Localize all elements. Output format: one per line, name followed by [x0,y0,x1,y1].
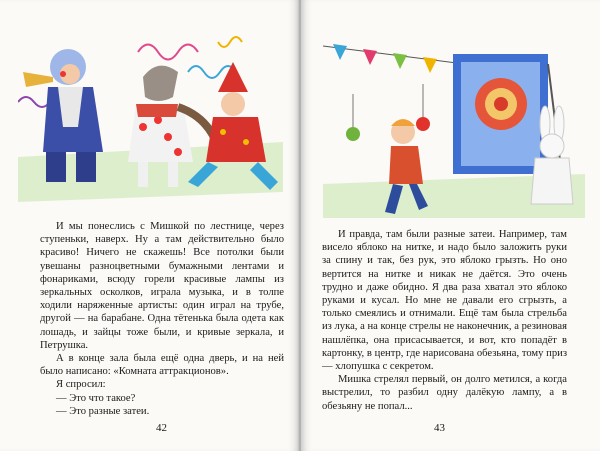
carnival-parade-illustration [18,32,283,202]
paragraph: — Это что такое? [56,392,136,404]
paragraph: Я спросил: [56,379,106,391]
paragraph: И мы понеслись с Мишкой по лестнице, через ступеньки, наверх. Ну а там действительно было красиво! Ничего не скажешь! Все потолки были увешаны разноцветными бумажными лентами и фонариками, всюду горели красивые лампы из зеркальных осколков, играла музыка, и в толпе ходили наряженные артисты: один играл на трубе, другой — на барабане. Одна тётенька была одета как лошадь, и зайцы тоже были, и кривые зеркала, и Петрушка. [40,221,284,351]
right-page [301,0,600,451]
page-number: 43 [434,422,445,434]
paragraph: — Это разные затеи. [56,405,150,417]
page-number: 42 [156,422,167,434]
right-page-text [322,228,567,413]
left-page [0,0,299,451]
attractions-room-illustration [323,34,585,218]
paragraph: Мишка стрелял первый, он долго метился, а когда выстрелил, то разбил одну далёкую лампу, а в обезьяну не попал... [322,374,567,412]
paragraph: И правда, там были разные затеи. Например, там висело яблоко на нитке, и надо было заложить руки за спину и так, без рук, это яблоко грызть. Но оно вертится на нитке и никак не даётся. Это очень трудно и даже обидно. Я два раза хватал это яблоко руками и кусал. Но мне не давали его сгрызть, а только смеялись и отнимали. Ещё там была стрельба из лука, а на конце стрелы не наконечник, а резиновая нашлёпка, она присасывается, и вот, кто попадёт в картонку, в центр, где нарисована обезьяна, тому приз — хлопушка с секретом. [322,229,567,373]
left-page-text [40,220,284,418]
paragraph: А в конце зала была ещё одна дверь, и на ней было написано: «Комната аттракционов». [40,353,284,378]
